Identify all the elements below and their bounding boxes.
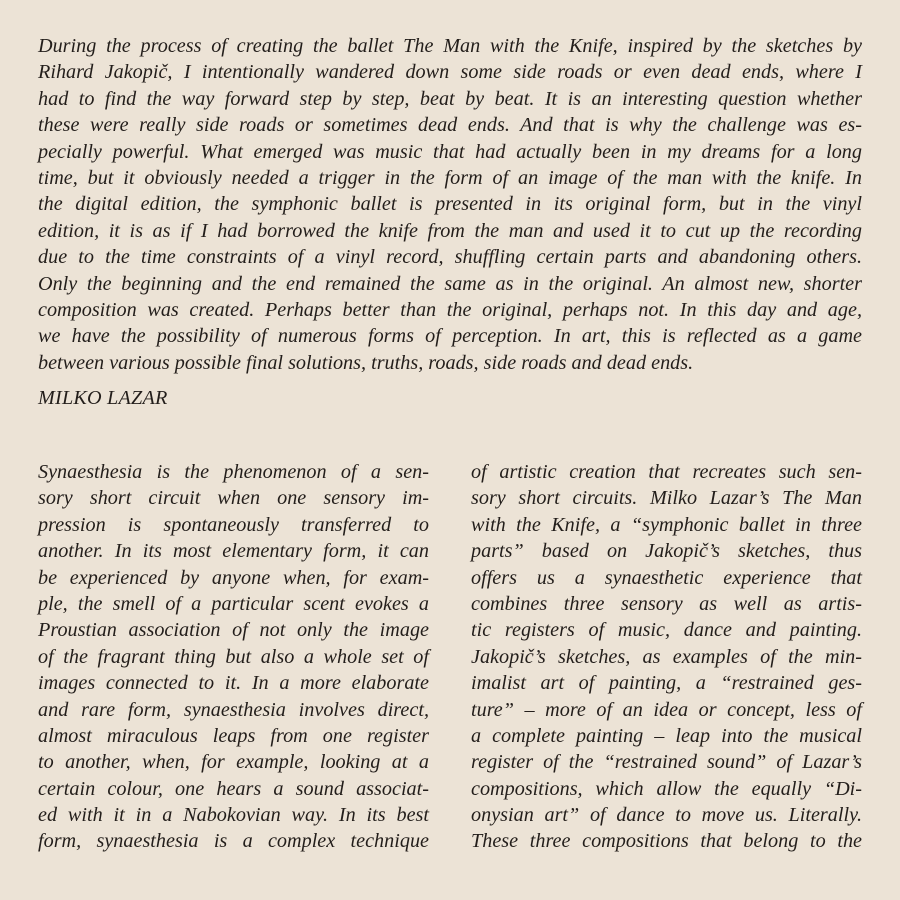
text-line: Rihard Jakopič, I intentionally wandered down some side roads or even dead ends, where I xyxy=(38,61,862,84)
text-line: form, synaesthesia is a complex technique xyxy=(38,830,429,853)
text-line: due to the time constraints of a vinyl record, shuffling certain parts and abandoning others. xyxy=(38,246,862,269)
text-line: between various possible final solutions, truths, roads, side roads and dead ends. xyxy=(38,351,694,374)
text-line: edition, it is as if I had borrowed the knife from the man and used it to cut up the recording xyxy=(38,219,862,242)
author-signature: MILKO LAZAR xyxy=(38,387,168,409)
text-line: be experienced by anyone when, for exam- xyxy=(38,566,429,589)
text-line: of the fragrant thing but also a whole set of xyxy=(38,645,429,668)
text-line: combines three sensory as well as artis- xyxy=(471,592,862,615)
text-line: images connected to it. In a more elaborate xyxy=(38,672,429,695)
text-line: had to find the way forward step by step, beat by beat. It is an interesting question whether xyxy=(38,87,862,110)
text-line: pression is spontaneously transferred to xyxy=(38,513,429,536)
text-line: ture” – more of an idea or concept, less of xyxy=(471,698,862,721)
text-line: pecially powerful. What emerged was music that had actually been in my dreams for a long xyxy=(38,140,862,163)
text-line: to another, when, for example, looking at a xyxy=(38,751,429,774)
text-line: Proustian association of not only the image xyxy=(38,619,429,642)
text-line: another. In its most elementary form, it can xyxy=(38,540,429,563)
essay-column-right xyxy=(471,459,862,855)
text-line: Only the beginning and the end remained the same as in the original. An almost new, shorter xyxy=(38,272,862,295)
composer-statement-paragraph xyxy=(38,33,862,376)
text-line: of artistic creation that recreates such sen- xyxy=(471,461,862,483)
text-line: with the Knife, a “symphonic ballet in three xyxy=(471,513,862,536)
text-line: time, but it obviously needed a trigger in the form of an image of the man with the knife. In xyxy=(38,166,862,189)
text-line: ed with it in a Nabokovian way. In its best xyxy=(38,804,429,827)
text-line: certain colour, one hears a sound associat- xyxy=(38,777,429,800)
text-line: These three compositions that belong to the xyxy=(471,830,862,853)
text-line: offers us a synaesthetic experience that xyxy=(471,566,862,589)
text-line: composition was created. Perhaps better than the original, perhaps not. In this day and age, xyxy=(38,298,862,321)
text-line: Jakopič’s sketches, as examples of the min- xyxy=(471,645,862,668)
text-line: During the process of creating the ballet The Man with the Knife, inspired by the sketches by xyxy=(38,35,862,57)
text-line: the digital edition, the symphonic ballet is presented in its original form, but in the vinyl xyxy=(38,193,862,216)
text-line: sory short circuits. Milko Lazar’s The Man xyxy=(471,487,862,510)
text-line: parts” based on Jakopič’s sketches, thus xyxy=(471,540,862,563)
text-line: a complete painting – leap into the musical xyxy=(471,724,862,747)
text-line: Synaesthesia is the phenomenon of a sen- xyxy=(38,461,429,483)
text-line: imalist art of painting, a “restrained ges- xyxy=(471,672,862,695)
text-line: onysian art” of dance to move us. Literally. xyxy=(471,804,862,827)
text-line: sory short circuit when one sensory im- xyxy=(38,487,429,510)
text-line: compositions, which allow the equally “Di- xyxy=(471,777,862,800)
text-line: ple, the smell of a particular scent evokes a xyxy=(38,592,429,615)
text-line: almost miraculous leaps from one register xyxy=(38,724,429,747)
text-line: we have the possibility of numerous forms of perception. In art, this is reflected as a game xyxy=(38,325,862,348)
text-line: these were really side roads or sometimes dead ends. And that is why the challenge was es- xyxy=(38,114,862,137)
text-line: and rare form, synaesthesia involves direct, xyxy=(38,698,429,721)
text-line: register of the “restrained sound” of Lazar’s xyxy=(471,751,862,774)
essay-column-left xyxy=(38,459,429,855)
text-line: tic registers of music, dance and painting. xyxy=(471,619,862,642)
